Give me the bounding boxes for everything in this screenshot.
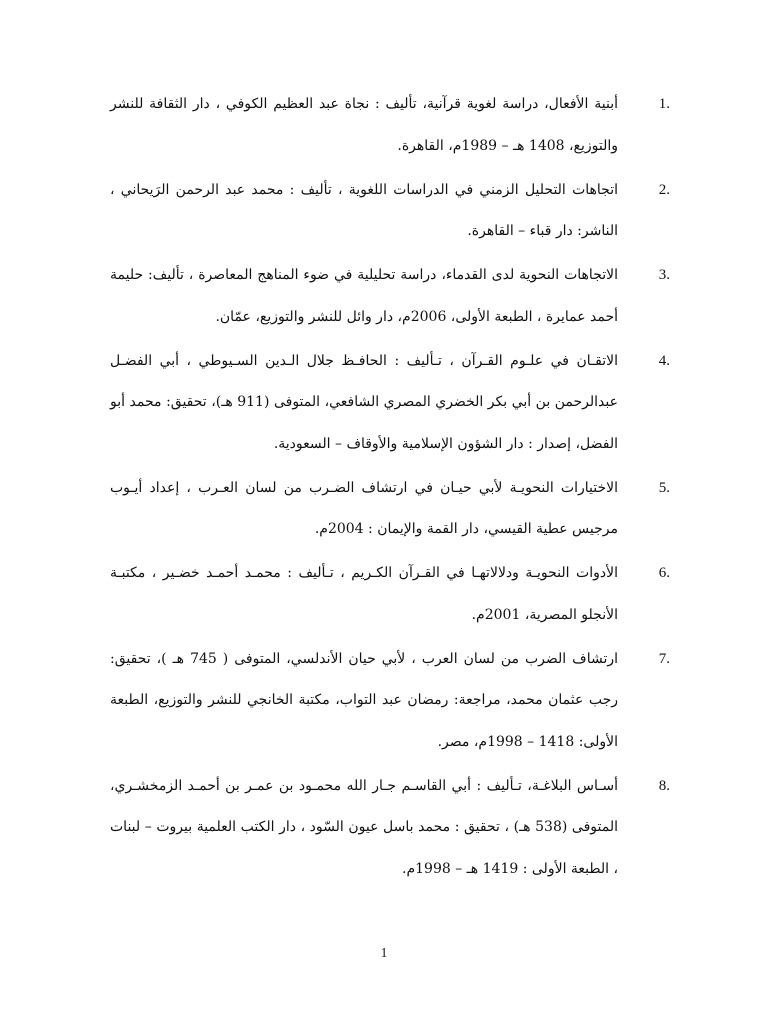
entry-number: 1. xyxy=(658,96,670,112)
entry-number: 5. xyxy=(658,479,670,496)
entry-text: ارتشاف الضرب من لسان العرب ، لأبي حيان الأندلسي، المتوفى ( 745 هـ )، تحقيق: رجب عثمان محمد، مراجعة: رمضان عبد التواب، مكتبة الخانجي للنشر والتوزيع، الطبعة الأولى: 1418 – 1998م، مصر. xyxy=(110,650,619,750)
entry-number: 4. xyxy=(658,352,670,369)
bibliography-entry-1 xyxy=(110,84,670,167)
entry-text: الاختيارات النحويـة لأبي حيـان في ارتشاف الضـرب من لسان العـرب ، إعداد أيـوب مرجيس عطية القيسي، دار القمة والإيمان : 2004م. xyxy=(110,479,618,537)
bibliography-entry-3 xyxy=(110,255,670,338)
entry-text: اتجاهات التحليل الزمني في الدراسات اللغوية ، تأليف : محمد عبد الرحمن الرَيحاني ، الناشر: دار قباء – القاهرة. xyxy=(110,181,618,239)
bibliography-entry-7 xyxy=(110,639,670,764)
entry-text: أبنية الأفعال، دراسة لغوية قرآنية، تأليف : نجاة عبد العظيم الكوفي ، دار الثقافة للنشر والتوزيع، 1408 هـ – 1989م، القاهرة. xyxy=(110,96,618,154)
entry-number: 7. xyxy=(658,650,670,667)
bibliography-entry-6 xyxy=(110,553,670,636)
entry-number: 8. xyxy=(658,777,670,794)
entry-number: 2. xyxy=(658,181,670,198)
entry-number: 3. xyxy=(658,267,670,283)
bibliography-list xyxy=(110,84,670,893)
entry-text: الأدوات النحويـة ودلالاتهـا في القـرآن الكـريم ، تـأليف : محمـد أحمـد خضـير ، مكتبـة الأنجلو المصرية، 2001م. xyxy=(110,565,618,623)
entry-text: أسـاس البلاغـة، تـأليف : أبي القاسـم جـار الله محمـود بن عمـر بن أحمـد الزمخشـري، المتوفى (538 هـ) ، تحقيق : محمد باسل عيون السّود ، دار الكتب العلمية بيروت – لبنات ، الطبعة الأولى : 1419 هـ – 1998م. xyxy=(110,777,618,877)
page-number: 1 xyxy=(380,946,388,961)
bibliography-entry-4 xyxy=(110,341,670,466)
entry-number: 6. xyxy=(658,565,670,581)
bibliography-entry-5 xyxy=(110,468,670,551)
entry-text: الاتجاهات النحوية لدى القدماء، دراسة تحليلية في ضوء المناهج المعاصرة ، تأليف: حليمة أحمد عمايرة ، الطبعة الأولى، 2006م، دار وائل للنشر والتوزيع، عمّان. xyxy=(110,267,618,325)
bibliography-entry-2 xyxy=(110,170,670,253)
bibliography-entry-8 xyxy=(110,766,670,891)
entry-text: الاتقـان في علـوم القـرآن ، تـأليف : الحافـظ جلال الـدين السـيوطي ، أبي الفضـل عبدالرحمن بن أبي بكر الخضري المصري الشافعي، المتوفى (911 هـ)، تحقيق: محمد أبو الفضل، إصدار : دار الشؤون الإسلامية والأوقاف – السعودية. xyxy=(110,352,618,452)
